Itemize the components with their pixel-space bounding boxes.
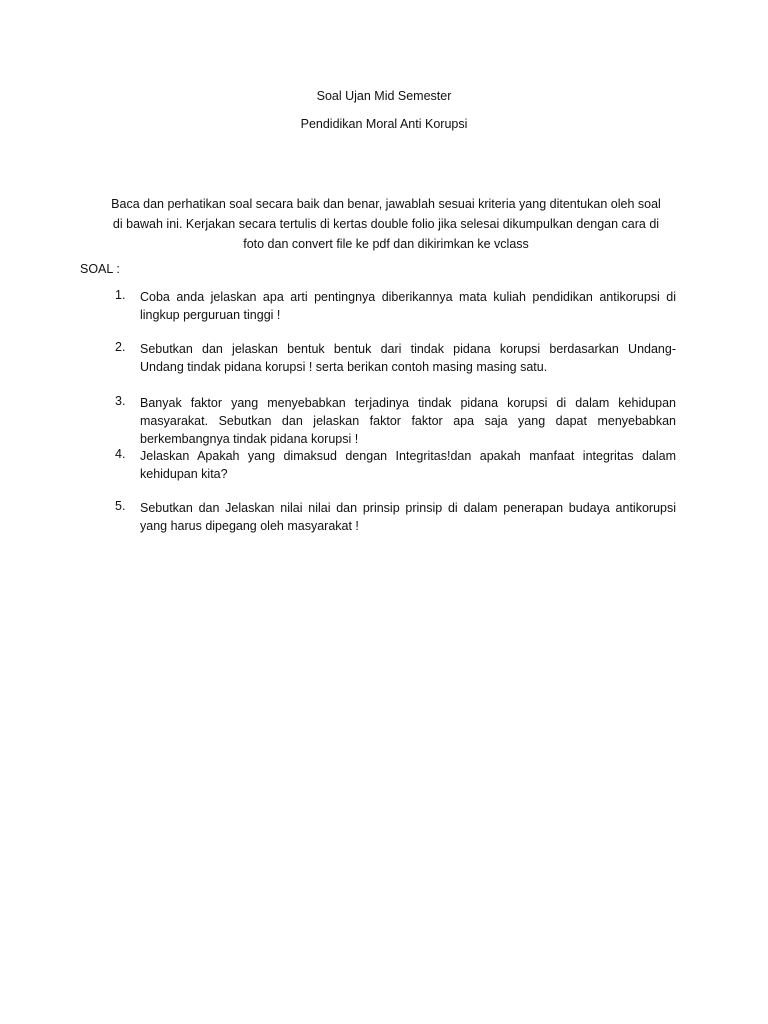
soal-label: SOAL :	[80, 262, 120, 276]
question-line: Coba anda jelaskan apa arti pentingnya diberikannya mata kuliah pendidikan antikorupsi di	[140, 290, 676, 304]
question-text	[140, 447, 676, 483]
instructions-line: foto dan convert file ke pdf dan dikirimkan ke vclass	[243, 237, 529, 251]
question-line: Sebutkan dan Jelaskan nilai nilai dan prinsip prinsip di dalam penerapan budaya antikorupsi	[140, 501, 676, 515]
question-number: 1.	[115, 288, 126, 302]
document-subtitle: Pendidikan Moral Anti Korupsi	[300, 117, 468, 131]
question-line: Jelaskan Apakah yang dimaksud dengan Integritas!dan apakah manfaat integritas dalam	[140, 449, 676, 463]
question-line: lingkup perguruan tinggi !	[140, 308, 281, 322]
question-number: 2.	[115, 340, 126, 354]
instructions-line: Baca dan perhatikan soal secara baik dan benar, jawablah sesuai kriteria yang ditentukan oleh soal	[111, 197, 661, 211]
question-text	[140, 340, 676, 376]
question-number: 4.	[115, 447, 126, 461]
question-line: Sebutkan dan jelaskan bentuk bentuk dari tindak pidana korupsi berdasarkan Undang-	[140, 342, 676, 356]
question-number: 5.	[115, 499, 126, 513]
instructions-paragraph	[96, 194, 676, 254]
question-number: 3.	[115, 394, 126, 408]
instructions-line: di bawah ini. Kerjakan secara tertulis di kertas double folio jika selesai dikumpulkan dengan cara di	[112, 217, 660, 231]
document-title: Soal Ujan Mid Semester	[316, 89, 452, 103]
question-line: berkembangnya tindak pidana korupsi !	[140, 432, 359, 446]
question-line: kehidupan kita?	[140, 467, 228, 481]
question-line: Undang tindak pidana korupsi ! serta berikan contoh masing masing satu.	[140, 360, 548, 374]
question-text	[140, 394, 676, 448]
question-line: yang harus dipegang oleh masyarakat !	[140, 519, 359, 533]
question-line: masyarakat. Sebutkan dan jelaskan faktor faktor apa saja yang dapat menyebabkan	[140, 414, 676, 428]
question-text	[140, 288, 676, 324]
question-line: Banyak faktor yang menyebabkan terjadinya tindak pidana korupsi di dalam kehidupan	[140, 396, 676, 410]
question-text	[140, 499, 676, 535]
